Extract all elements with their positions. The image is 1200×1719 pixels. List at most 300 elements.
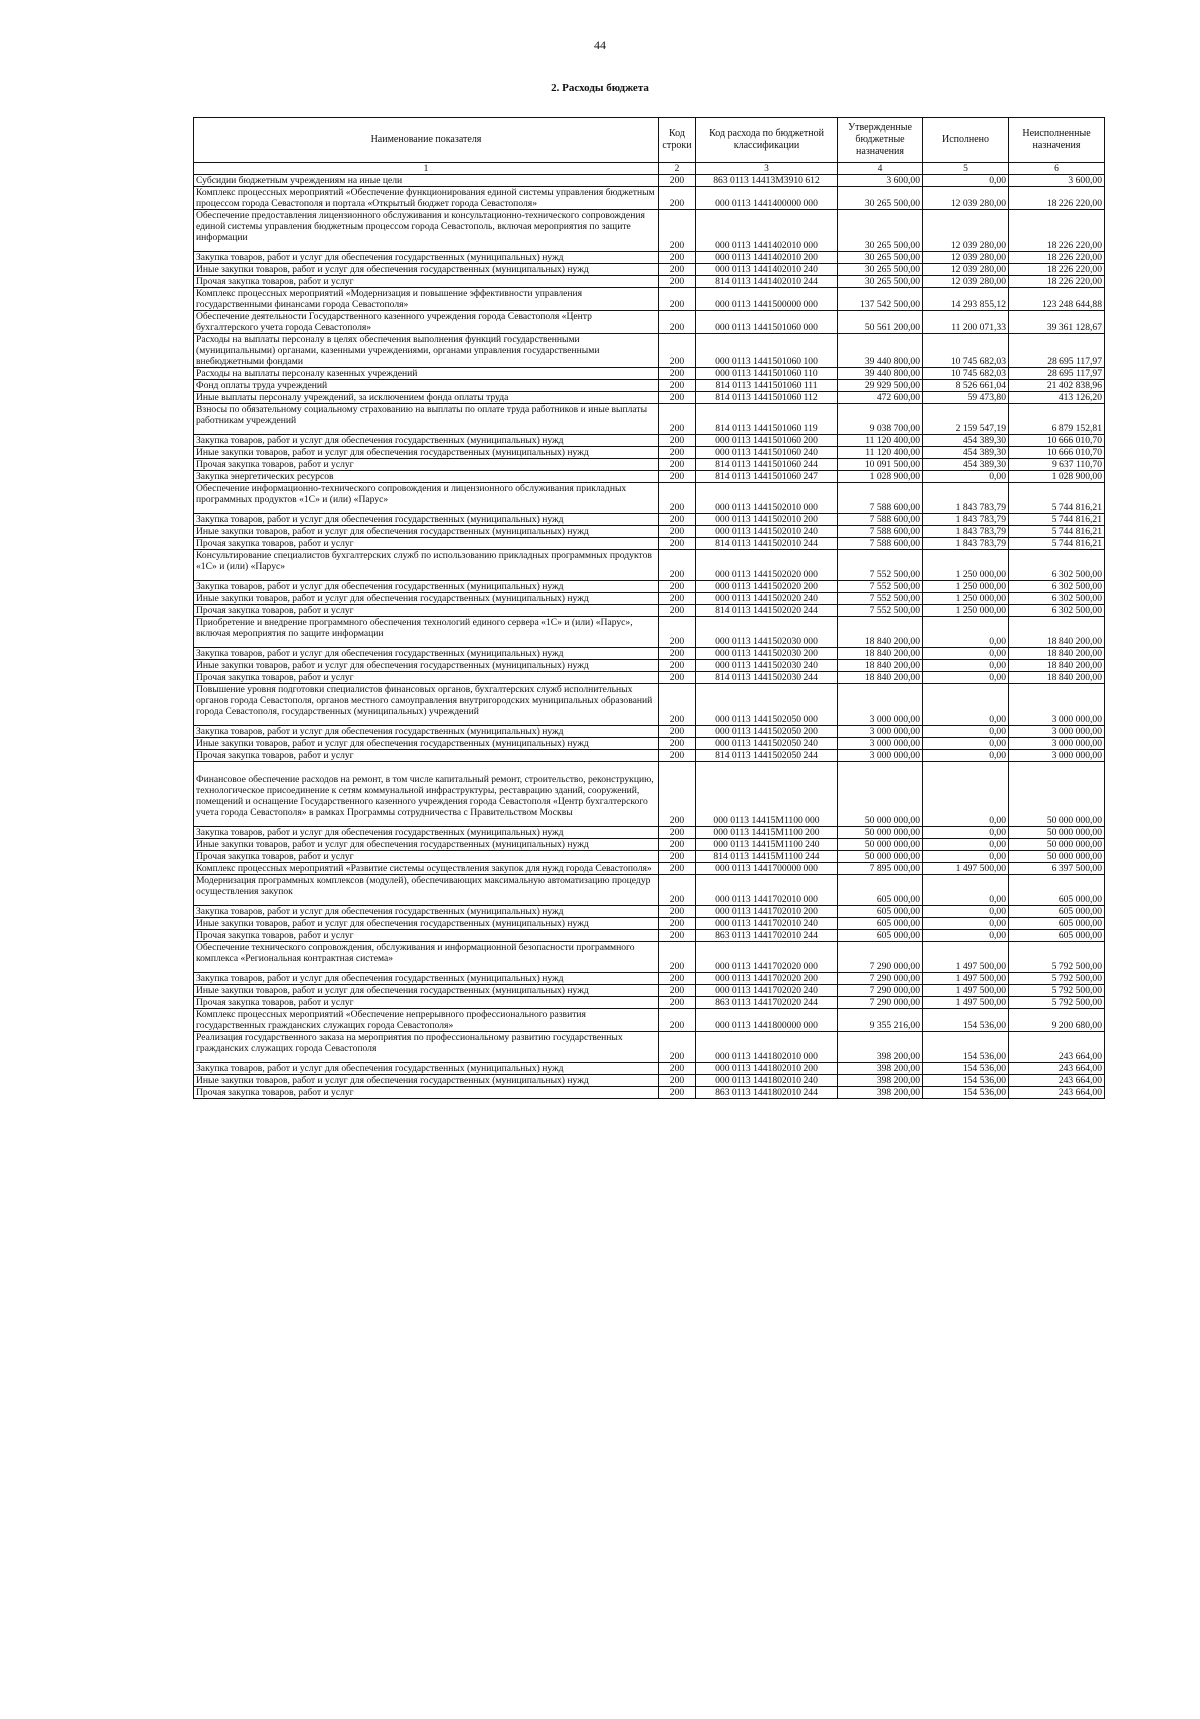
row-executed: 1 250 000,00 xyxy=(923,593,1009,605)
row-name: Комплекс процессных мероприятий «Модернизация и повышение эффективности управления государственными финансами города Севастополя» xyxy=(194,288,659,311)
row-executed: 10 745 682,03 xyxy=(923,334,1009,368)
row-line-code: 200 xyxy=(659,380,696,392)
row-line-code: 200 xyxy=(659,593,696,605)
table-row xyxy=(194,605,1105,617)
row-unexecuted: 1 028 900,00 xyxy=(1009,471,1105,483)
row-line-code: 200 xyxy=(659,750,696,762)
row-line-code: 200 xyxy=(659,863,696,875)
row-line-code: 200 xyxy=(659,1063,696,1075)
row-line-code: 200 xyxy=(659,368,696,380)
row-approved: 7 290 000,00 xyxy=(838,942,923,973)
row-expense-code: 000 0113 1441502030 240 xyxy=(696,660,838,672)
row-name: Иные закупки товаров, работ и услуг для обеспечения государственных (муниципальных) нужд xyxy=(194,985,659,997)
table-row xyxy=(194,1009,1105,1032)
row-unexecuted: 50 000 000,00 xyxy=(1009,839,1105,851)
row-unexecuted: 5 792 500,00 xyxy=(1009,985,1105,997)
row-name: Субсидии бюджетным учреждениям на иные цели xyxy=(194,175,659,187)
table-row xyxy=(194,672,1105,684)
row-line-code: 200 xyxy=(659,918,696,930)
row-unexecuted: 28 695 117,97 xyxy=(1009,334,1105,368)
table-row xyxy=(194,187,1105,210)
table-row xyxy=(194,593,1105,605)
row-approved: 11 120 400,00 xyxy=(838,435,923,447)
row-line-code: 200 xyxy=(659,997,696,1009)
table-row xyxy=(194,380,1105,392)
row-executed: 12 039 280,00 xyxy=(923,264,1009,276)
table-row xyxy=(194,471,1105,483)
row-executed: 11 200 071,33 xyxy=(923,311,1009,334)
col-header-expense-code: Код расхода по бюджетной классификации xyxy=(696,118,838,163)
row-name: Приобретение и внедрение программного обеспечения технологий единого сервера «1С» и (или) «Парус», включая мероприятия по защите информации xyxy=(194,617,659,648)
page-number: 44 xyxy=(594,38,606,52)
table-row xyxy=(194,392,1105,404)
row-line-code: 200 xyxy=(659,827,696,839)
row-executed: 0,00 xyxy=(923,684,1009,726)
table-row xyxy=(194,875,1105,906)
row-line-code: 200 xyxy=(659,175,696,187)
table-row xyxy=(194,930,1105,942)
table-row xyxy=(194,973,1105,985)
row-unexecuted: 10 666 010,70 xyxy=(1009,447,1105,459)
row-name: Закупка товаров, работ и услуг для обеспечения государственных (муниципальных) нужд xyxy=(194,514,659,526)
row-approved: 11 120 400,00 xyxy=(838,447,923,459)
row-line-code: 200 xyxy=(659,672,696,684)
row-expense-code: 000 0113 1441400000 000 xyxy=(696,187,838,210)
row-approved: 3 600,00 xyxy=(838,175,923,187)
row-approved: 3 000 000,00 xyxy=(838,738,923,750)
row-approved: 605 000,00 xyxy=(838,875,923,906)
col-number-4: 4 xyxy=(838,163,923,175)
row-unexecuted: 3 000 000,00 xyxy=(1009,684,1105,726)
row-line-code: 200 xyxy=(659,459,696,471)
table-row xyxy=(194,210,1105,252)
row-executed: 0,00 xyxy=(923,918,1009,930)
row-unexecuted: 18 226 220,00 xyxy=(1009,264,1105,276)
row-executed: 0,00 xyxy=(923,175,1009,187)
row-executed: 0,00 xyxy=(923,827,1009,839)
row-unexecuted: 605 000,00 xyxy=(1009,918,1105,930)
row-name: Закупка товаров, работ и услуг для обеспечения государственных (муниципальных) нужд xyxy=(194,581,659,593)
row-executed: 0,00 xyxy=(923,750,1009,762)
table-row xyxy=(194,483,1105,514)
row-expense-code: 000 0113 1441402010 000 xyxy=(696,210,838,252)
row-name: Иные закупки товаров, работ и услуг для обеспечения государственных (муниципальных) нужд xyxy=(194,1075,659,1087)
row-line-code: 200 xyxy=(659,311,696,334)
col-header-executed: Исполнено xyxy=(923,118,1009,163)
row-name: Расходы на выплаты персоналу казенных учреждений xyxy=(194,368,659,380)
row-expense-code: 000 0113 1441802010 240 xyxy=(696,1075,838,1087)
row-executed: 1 843 783,79 xyxy=(923,483,1009,514)
row-unexecuted: 9 637 110,70 xyxy=(1009,459,1105,471)
row-line-code: 200 xyxy=(659,973,696,985)
row-expense-code: 000 0113 1441402010 240 xyxy=(696,264,838,276)
table-row xyxy=(194,1032,1105,1063)
row-approved: 7 552 500,00 xyxy=(838,581,923,593)
row-expense-code: 000 0113 1441700000 000 xyxy=(696,863,838,875)
row-name: Обеспечение информационно-технического сопровождения и лицензионного обслуживания прикладных программных продуктов «1С» и (или) «Парус» xyxy=(194,483,659,514)
row-executed: 0,00 xyxy=(923,471,1009,483)
table-row xyxy=(194,762,1105,827)
row-executed: 2 159 547,19 xyxy=(923,404,1009,435)
row-name: Консультирование специалистов бухгалтерских служб по использованию прикладных программных продуктов «1С» и (или) «Парус» xyxy=(194,550,659,581)
row-expense-code: 863 0113 1441702010 244 xyxy=(696,930,838,942)
row-executed: 0,00 xyxy=(923,660,1009,672)
row-line-code: 200 xyxy=(659,264,696,276)
row-line-code: 200 xyxy=(659,1009,696,1032)
row-expense-code: 000 0113 1441501060 000 xyxy=(696,311,838,334)
row-approved: 7 588 600,00 xyxy=(838,526,923,538)
row-executed: 14 293 855,12 xyxy=(923,288,1009,311)
row-expense-code: 000 0113 14415М1100 000 xyxy=(696,762,838,827)
row-name: Прочая закупка товаров, работ и услуг xyxy=(194,276,659,288)
row-executed: 1 843 783,79 xyxy=(923,514,1009,526)
row-approved: 7 552 500,00 xyxy=(838,593,923,605)
col-number-3: 3 xyxy=(696,163,838,175)
row-unexecuted: 5 744 816,21 xyxy=(1009,483,1105,514)
row-name: Прочая закупка товаров, работ и услуг xyxy=(194,851,659,863)
row-expense-code: 000 0113 1441702010 240 xyxy=(696,918,838,930)
row-executed: 1 250 000,00 xyxy=(923,550,1009,581)
table-row xyxy=(194,942,1105,973)
row-approved: 30 265 500,00 xyxy=(838,210,923,252)
row-expense-code: 000 0113 1441501060 240 xyxy=(696,447,838,459)
row-line-code: 200 xyxy=(659,617,696,648)
row-approved: 39 440 800,00 xyxy=(838,334,923,368)
row-unexecuted: 50 000 000,00 xyxy=(1009,851,1105,863)
row-expense-code: 000 0113 1441502050 000 xyxy=(696,684,838,726)
row-name: Финансовое обеспечение расходов на ремонт, в том числе капитальный ремонт, строительство, реконструкцию, технологическое присоединение к сетям коммунальной инфраструктуры, реставрацию зданий, сооружений, помещений и оснащение Государственного казенного учреждения города Севастополя «Центр бухгалтерского учета города Севастополя» в рамках Программы сотрудничества с Правительством Москвы xyxy=(194,762,659,827)
row-unexecuted: 50 000 000,00 xyxy=(1009,762,1105,827)
row-approved: 50 000 000,00 xyxy=(838,851,923,863)
row-approved: 10 091 500,00 xyxy=(838,459,923,471)
row-approved: 7 588 600,00 xyxy=(838,483,923,514)
table-row xyxy=(194,985,1105,997)
row-unexecuted: 18 840 200,00 xyxy=(1009,648,1105,660)
row-unexecuted: 3 000 000,00 xyxy=(1009,750,1105,762)
row-expense-code: 000 0113 1441502020 240 xyxy=(696,593,838,605)
row-executed: 454 389,30 xyxy=(923,459,1009,471)
row-line-code: 200 xyxy=(659,392,696,404)
row-approved: 7 290 000,00 xyxy=(838,997,923,1009)
row-line-code: 200 xyxy=(659,288,696,311)
row-executed: 1 497 500,00 xyxy=(923,997,1009,1009)
budget-expenses-table xyxy=(193,117,1105,1099)
row-unexecuted: 28 695 117,97 xyxy=(1009,368,1105,380)
row-name: Закупка товаров, работ и услуг для обеспечения государственных (муниципальных) нужд xyxy=(194,648,659,660)
row-expense-code: 863 0113 1441702020 244 xyxy=(696,997,838,1009)
row-line-code: 200 xyxy=(659,526,696,538)
row-expense-code: 814 0113 1441501060 112 xyxy=(696,392,838,404)
section-title: 2. Расходы бюджета xyxy=(551,82,649,94)
row-approved: 9 355 216,00 xyxy=(838,1009,923,1032)
row-executed: 154 536,00 xyxy=(923,1063,1009,1075)
row-expense-code: 000 0113 1441402010 200 xyxy=(696,252,838,264)
row-executed: 154 536,00 xyxy=(923,1087,1009,1099)
row-unexecuted: 6 302 500,00 xyxy=(1009,605,1105,617)
row-line-code: 200 xyxy=(659,875,696,906)
row-line-code: 200 xyxy=(659,483,696,514)
row-line-code: 200 xyxy=(659,550,696,581)
row-executed: 1 843 783,79 xyxy=(923,538,1009,550)
row-executed: 59 473,80 xyxy=(923,392,1009,404)
row-approved: 18 840 200,00 xyxy=(838,672,923,684)
row-name: Прочая закупка товаров, работ и услуг xyxy=(194,1087,659,1099)
row-line-code: 200 xyxy=(659,930,696,942)
row-executed: 10 745 682,03 xyxy=(923,368,1009,380)
row-name: Закупка товаров, работ и услуг для обеспечения государственных (муниципальных) нужд xyxy=(194,1063,659,1075)
row-approved: 30 265 500,00 xyxy=(838,264,923,276)
table-row xyxy=(194,514,1105,526)
row-unexecuted: 5 792 500,00 xyxy=(1009,997,1105,1009)
row-executed: 8 526 661,04 xyxy=(923,380,1009,392)
row-name: Закупка товаров, работ и услуг для обеспечения государственных (муниципальных) нужд xyxy=(194,252,659,264)
row-approved: 39 440 800,00 xyxy=(838,368,923,380)
row-unexecuted: 18 226 220,00 xyxy=(1009,276,1105,288)
row-unexecuted: 9 200 680,00 xyxy=(1009,1009,1105,1032)
row-expense-code: 814 0113 1441501060 247 xyxy=(696,471,838,483)
row-name: Закупка энергетических ресурсов xyxy=(194,471,659,483)
row-expense-code: 000 0113 1441502010 240 xyxy=(696,526,838,538)
row-expense-code: 000 0113 1441500000 000 xyxy=(696,288,838,311)
row-executed: 1 843 783,79 xyxy=(923,526,1009,538)
row-approved: 50 000 000,00 xyxy=(838,839,923,851)
row-line-code: 200 xyxy=(659,187,696,210)
col-number-2: 2 xyxy=(659,163,696,175)
row-name: Прочая закупка товаров, работ и услуг xyxy=(194,538,659,550)
row-unexecuted: 605 000,00 xyxy=(1009,906,1105,918)
row-approved: 18 840 200,00 xyxy=(838,660,923,672)
table-row xyxy=(194,368,1105,380)
row-name: Иные закупки товаров, работ и услуг для обеспечения государственных (муниципальных) нужд xyxy=(194,264,659,276)
row-executed: 0,00 xyxy=(923,906,1009,918)
row-executed: 12 039 280,00 xyxy=(923,187,1009,210)
row-unexecuted: 123 248 644,88 xyxy=(1009,288,1105,311)
row-approved: 605 000,00 xyxy=(838,930,923,942)
row-executed: 0,00 xyxy=(923,839,1009,851)
table-row xyxy=(194,264,1105,276)
row-unexecuted: 18 840 200,00 xyxy=(1009,672,1105,684)
row-executed: 12 039 280,00 xyxy=(923,276,1009,288)
row-line-code: 200 xyxy=(659,581,696,593)
row-expense-code: 000 0113 1441502020 000 xyxy=(696,550,838,581)
row-unexecuted: 18 840 200,00 xyxy=(1009,660,1105,672)
row-name: Иные выплаты персоналу учреждений, за исключением фонда оплаты труда xyxy=(194,392,659,404)
table-row xyxy=(194,1075,1105,1087)
row-name: Комплекс процессных мероприятий «Обеспечение непрерывного профессионального развития государственных гражданских служащих города Севастополя» xyxy=(194,1009,659,1032)
row-name: Иные закупки товаров, работ и услуг для обеспечения государственных (муниципальных) нужд xyxy=(194,738,659,750)
row-unexecuted: 5 744 816,21 xyxy=(1009,526,1105,538)
row-expense-code: 814 0113 1441501060 119 xyxy=(696,404,838,435)
column-number-row xyxy=(194,163,1105,175)
row-approved: 7 552 500,00 xyxy=(838,605,923,617)
row-unexecuted: 21 402 838,96 xyxy=(1009,380,1105,392)
table-row xyxy=(194,311,1105,334)
row-line-code: 200 xyxy=(659,726,696,738)
row-unexecuted: 18 226 220,00 xyxy=(1009,252,1105,264)
row-expense-code: 000 0113 1441702010 000 xyxy=(696,875,838,906)
table-row xyxy=(194,288,1105,311)
table-row xyxy=(194,581,1105,593)
row-unexecuted: 18 840 200,00 xyxy=(1009,617,1105,648)
row-expense-code: 000 0113 1441502030 200 xyxy=(696,648,838,660)
row-unexecuted: 3 000 000,00 xyxy=(1009,738,1105,750)
table-row xyxy=(194,726,1105,738)
row-line-code: 200 xyxy=(659,985,696,997)
table-row xyxy=(194,334,1105,368)
row-expense-code: 000 0113 1441702010 200 xyxy=(696,906,838,918)
row-name: Повышение уровня подготовки специалистов финансовых органов, бухгалтерских служб исполнительных органов города Севастополя, органов местного самоуправления внутригородских муниципальных образований города Севастополя, государственных (муниципальных) учреждений xyxy=(194,684,659,726)
row-line-code: 200 xyxy=(659,1075,696,1087)
row-approved: 3 000 000,00 xyxy=(838,726,923,738)
row-executed: 0,00 xyxy=(923,851,1009,863)
row-executed: 0,00 xyxy=(923,738,1009,750)
row-expense-code: 863 0113 1441802010 244 xyxy=(696,1087,838,1099)
col-header-approved: Утвержденные бюджетные назначения xyxy=(838,118,923,163)
row-expense-code: 000 0113 1441502050 240 xyxy=(696,738,838,750)
row-executed: 1 497 500,00 xyxy=(923,973,1009,985)
table-row xyxy=(194,459,1105,471)
table-row xyxy=(194,276,1105,288)
row-line-code: 200 xyxy=(659,942,696,973)
row-approved: 7 588 600,00 xyxy=(838,538,923,550)
row-executed: 1 250 000,00 xyxy=(923,581,1009,593)
row-executed: 0,00 xyxy=(923,930,1009,942)
row-approved: 30 265 500,00 xyxy=(838,276,923,288)
row-unexecuted: 18 226 220,00 xyxy=(1009,187,1105,210)
row-unexecuted: 6 302 500,00 xyxy=(1009,593,1105,605)
table-row xyxy=(194,827,1105,839)
row-executed: 0,00 xyxy=(923,762,1009,827)
table-row xyxy=(194,550,1105,581)
row-name: Иные закупки товаров, работ и услуг для обеспечения государственных (муниципальных) нужд xyxy=(194,447,659,459)
row-executed: 1 250 000,00 xyxy=(923,605,1009,617)
row-approved: 29 929 500,00 xyxy=(838,380,923,392)
table-row xyxy=(194,906,1105,918)
row-name: Расходы на выплаты персоналу в целях обеспечения выполнения функций государственными (муниципальными) органами, казенными учреждениями, органами управления государственными внебюджетными фондами xyxy=(194,334,659,368)
row-unexecuted: 39 361 128,67 xyxy=(1009,311,1105,334)
row-approved: 50 000 000,00 xyxy=(838,827,923,839)
row-line-code: 200 xyxy=(659,538,696,550)
row-line-code: 200 xyxy=(659,210,696,252)
row-expense-code: 000 0113 1441502010 200 xyxy=(696,514,838,526)
row-executed: 1 497 500,00 xyxy=(923,863,1009,875)
row-line-code: 200 xyxy=(659,906,696,918)
row-expense-code: 000 0113 14415М1100 240 xyxy=(696,839,838,851)
row-expense-code: 000 0113 1441501060 110 xyxy=(696,368,838,380)
row-executed: 0,00 xyxy=(923,875,1009,906)
row-line-code: 200 xyxy=(659,1032,696,1063)
row-name: Закупка товаров, работ и услуг для обеспечения государственных (муниципальных) нужд xyxy=(194,726,659,738)
row-name: Закупка товаров, работ и услуг для обеспечения государственных (муниципальных) нужд xyxy=(194,435,659,447)
row-expense-code: 000 0113 1441502020 200 xyxy=(696,581,838,593)
row-executed: 454 389,30 xyxy=(923,447,1009,459)
table-row xyxy=(194,447,1105,459)
row-executed: 154 536,00 xyxy=(923,1075,1009,1087)
row-line-code: 200 xyxy=(659,404,696,435)
row-unexecuted: 5 744 816,21 xyxy=(1009,514,1105,526)
row-approved: 398 200,00 xyxy=(838,1032,923,1063)
row-line-code: 200 xyxy=(659,276,696,288)
row-unexecuted: 6 879 152,81 xyxy=(1009,404,1105,435)
row-approved: 1 028 900,00 xyxy=(838,471,923,483)
row-executed: 0,00 xyxy=(923,726,1009,738)
row-unexecuted: 3 000 000,00 xyxy=(1009,726,1105,738)
table-body xyxy=(194,175,1105,1099)
row-expense-code: 814 0113 1441502010 244 xyxy=(696,538,838,550)
row-expense-code: 814 0113 1441502030 244 xyxy=(696,672,838,684)
row-unexecuted: 605 000,00 xyxy=(1009,930,1105,942)
row-line-code: 200 xyxy=(659,334,696,368)
row-unexecuted: 6 302 500,00 xyxy=(1009,581,1105,593)
row-approved: 50 000 000,00 xyxy=(838,762,923,827)
row-approved: 7 552 500,00 xyxy=(838,550,923,581)
row-line-code: 200 xyxy=(659,471,696,483)
row-line-code: 200 xyxy=(659,762,696,827)
row-name: Фонд оплаты труда учреждений xyxy=(194,380,659,392)
table-row xyxy=(194,839,1105,851)
row-line-code: 200 xyxy=(659,447,696,459)
row-line-code: 200 xyxy=(659,660,696,672)
row-expense-code: 000 0113 1441501060 100 xyxy=(696,334,838,368)
table-row xyxy=(194,660,1105,672)
row-approved: 398 200,00 xyxy=(838,1063,923,1075)
table-row xyxy=(194,997,1105,1009)
row-name: Модернизация программных комплексов (модулей), обеспечивающих максимальную автоматизацию процедур осуществления закупок xyxy=(194,875,659,906)
row-approved: 7 895 000,00 xyxy=(838,863,923,875)
row-name: Комплекс процессных мероприятий «Обеспечение функционирования единой системы управления бюджетным процессом города Севастополя и портала «Открытый бюджет города Севастополя» xyxy=(194,187,659,210)
row-expense-code: 000 0113 1441501060 200 xyxy=(696,435,838,447)
row-name: Взносы по обязательному социальному страхованию на выплаты по оплате труда работников и иные выплаты работникам учреждений xyxy=(194,404,659,435)
row-approved: 7 290 000,00 xyxy=(838,985,923,997)
row-expense-code: 863 0113 14413М3910 612 xyxy=(696,175,838,187)
table-row xyxy=(194,526,1105,538)
row-unexecuted: 18 226 220,00 xyxy=(1009,210,1105,252)
row-name: Прочая закупка товаров, работ и услуг xyxy=(194,750,659,762)
row-line-code: 200 xyxy=(659,738,696,750)
table-row xyxy=(194,648,1105,660)
table-row xyxy=(194,435,1105,447)
row-executed: 454 389,30 xyxy=(923,435,1009,447)
row-approved: 605 000,00 xyxy=(838,906,923,918)
table-row xyxy=(194,175,1105,187)
row-line-code: 200 xyxy=(659,514,696,526)
row-name: Иные закупки товаров, работ и услуг для обеспечения государственных (муниципальных) нужд xyxy=(194,593,659,605)
row-expense-code: 000 0113 1441702020 000 xyxy=(696,942,838,973)
row-name: Иные закупки товаров, работ и услуг для обеспечения государственных (муниципальных) нужд xyxy=(194,660,659,672)
table-row xyxy=(194,617,1105,648)
row-line-code: 200 xyxy=(659,435,696,447)
row-executed: 0,00 xyxy=(923,617,1009,648)
col-header-unexecuted: Неисполненные назначения xyxy=(1009,118,1105,163)
row-expense-code: 814 0113 1441502050 244 xyxy=(696,750,838,762)
row-name: Прочая закупка товаров, работ и услуг xyxy=(194,605,659,617)
table-row xyxy=(194,252,1105,264)
row-approved: 3 000 000,00 xyxy=(838,684,923,726)
row-expense-code: 814 0113 14415М1100 244 xyxy=(696,851,838,863)
row-executed: 0,00 xyxy=(923,648,1009,660)
row-line-code: 200 xyxy=(659,648,696,660)
row-line-code: 200 xyxy=(659,252,696,264)
row-name: Прочая закупка товаров, работ и услуг xyxy=(194,930,659,942)
table-row xyxy=(194,404,1105,435)
row-executed: 12 039 280,00 xyxy=(923,210,1009,252)
table-row xyxy=(194,750,1105,762)
row-unexecuted: 5 744 816,21 xyxy=(1009,538,1105,550)
row-approved: 398 200,00 xyxy=(838,1087,923,1099)
row-expense-code: 000 0113 1441702020 200 xyxy=(696,973,838,985)
table-row xyxy=(194,1087,1105,1099)
table-row xyxy=(194,863,1105,875)
